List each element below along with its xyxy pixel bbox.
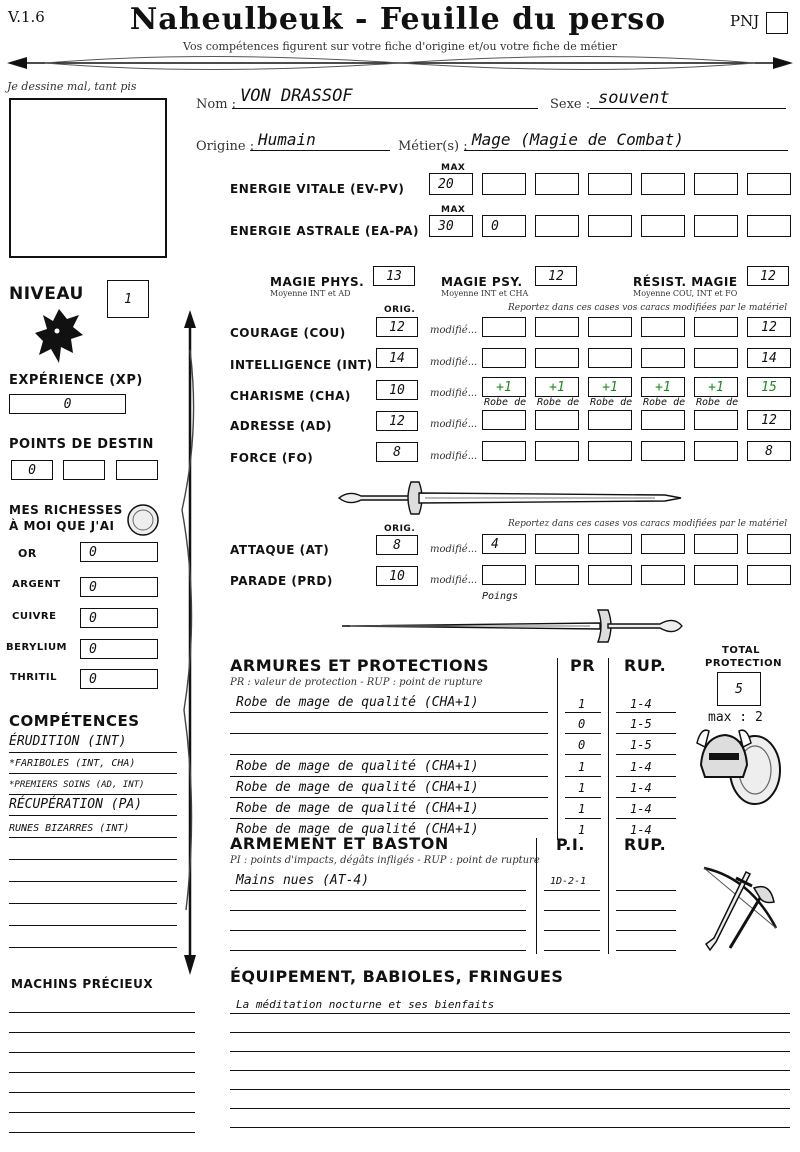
equipement-line-7 (230, 1127, 790, 1128)
fo-mod-box-3[interactable] (588, 441, 632, 461)
resist-magie-label: RÉSIST. MAGIE (633, 275, 738, 289)
armure-line-1-pr (565, 712, 601, 713)
ev-box-2[interactable] (535, 173, 579, 195)
attaque-mod-box-5[interactable] (694, 534, 738, 554)
combat-orig-label: ORIG. (384, 524, 416, 534)
ea-box-2[interactable] (535, 215, 579, 237)
richesses-label-1: MES RICHESSES (9, 503, 123, 517)
arme-line-3-pi (544, 930, 600, 931)
ea-label: ENERGIE ASTRALE (EA-PA) (230, 224, 419, 238)
armure-line-6-rup (616, 818, 676, 819)
armure-row-6-rup[interactable]: 1-4 (630, 802, 652, 816)
armure-row-1-rup[interactable]: 1-4 (630, 697, 652, 711)
equipement-line-2 (230, 1032, 790, 1033)
arme-line-2-rup (616, 910, 676, 911)
competence-line-8 (9, 903, 177, 904)
arme-line-1-rup (616, 890, 676, 891)
competence-line-3 (9, 794, 177, 795)
cou-mod-box-3[interactable] (588, 317, 632, 337)
equipement-line-4 (230, 1070, 790, 1071)
equipement-item-1[interactable]: La méditation nocturne et ses bienfaits (236, 998, 495, 1011)
int-mod-box-2[interactable] (535, 348, 579, 368)
cha-mod-value-2: +1 (549, 379, 565, 395)
int-modifie-label: modifié... (430, 357, 478, 368)
ad-mod-box-5[interactable] (694, 410, 738, 430)
destin-box-2[interactable] (63, 460, 105, 480)
staff-ornament (178, 310, 202, 975)
fo-mod-box-2[interactable] (535, 441, 579, 461)
ea-box-3[interactable] (588, 215, 632, 237)
cha-mod-note-3: Robe de (590, 397, 633, 408)
cuivre-box[interactable] (80, 608, 158, 628)
thritil-label: THRITIL (10, 672, 58, 683)
armure-line-2 (230, 733, 548, 734)
thritil-value: 0 (89, 671, 97, 687)
ea-max-value: 30 (438, 218, 454, 234)
int-label: INTELLIGENCE (INT) (230, 358, 373, 372)
parade-orig-box[interactable] (376, 566, 418, 586)
competence-3[interactable]: *PREMIERS SOINS (AD, INT) (9, 780, 145, 790)
equipement-title: ÉQUIPEMENT, BABIOLES, FRINGUES (230, 967, 564, 986)
ev-max-box[interactable] (429, 173, 473, 195)
armure-line-3 (230, 754, 548, 755)
ad-mod-box-1[interactable] (482, 410, 526, 430)
destin-value-1: 0 (28, 462, 36, 478)
parade-mod-box-1[interactable] (482, 565, 526, 585)
armure-line-3-pr (565, 754, 601, 755)
cha-mod-box-5[interactable] (694, 377, 738, 397)
armures-sep-1 (557, 658, 558, 840)
competence-line-6 (9, 859, 177, 860)
attaque-mod-box-4[interactable] (641, 534, 685, 554)
cha-mod-box-1[interactable] (482, 377, 526, 397)
armure-line-6-pr (565, 818, 601, 819)
berylium-label: BERYLIUM (6, 642, 68, 653)
cha-mod-value-4: +1 (655, 379, 671, 395)
machins-line-1 (9, 1012, 195, 1013)
ea-box-5[interactable] (694, 215, 738, 237)
total-label-1: TOTAL (722, 645, 760, 656)
armure-row-1-pr[interactable]: 1 (578, 697, 586, 711)
fo-mod-box-4[interactable] (641, 441, 685, 461)
cha-mod-note-4: Robe de (643, 397, 686, 408)
arme-row-1-pi[interactable]: 1D-2-1 (550, 876, 587, 887)
metier-field[interactable]: Mage (Magie de Combat) (472, 130, 684, 149)
portrait-caption: Je dessine mal, tant pis (7, 80, 137, 93)
cou-final-value: 12 (761, 319, 777, 335)
machins-line-5 (9, 1092, 195, 1093)
ev-box-3[interactable] (588, 173, 632, 195)
int-mod-box-1[interactable] (482, 348, 526, 368)
cou-modifie-label: modifié... (430, 325, 478, 336)
armure-row-2-pr[interactable]: 0 (578, 717, 586, 731)
armure-row-1-name[interactable]: Robe de mage de qualité (CHA+1) (236, 695, 479, 710)
armure-row-3-pr[interactable]: 0 (578, 738, 586, 752)
cuivre-label: CUIVRE (12, 611, 57, 622)
total-protection-box[interactable] (717, 672, 761, 706)
ad-mod-box-2[interactable] (535, 410, 579, 430)
thritil-box[interactable] (80, 669, 158, 689)
pnj-label: PNJ (730, 12, 760, 30)
armure-row-7-rup[interactable]: 1-4 (630, 823, 652, 837)
fo-mod-box-1[interactable] (482, 441, 526, 461)
armure-line-2-pr (565, 733, 601, 734)
parade-final-box[interactable] (747, 565, 791, 585)
total-protection-value: 5 (735, 681, 743, 697)
arme-row-1-name[interactable]: Mains nues (AT-4) (236, 873, 370, 888)
ea-box-6[interactable] (747, 215, 791, 237)
armure-row-7-pr[interactable]: 1 (578, 823, 586, 837)
destin-box-3[interactable] (116, 460, 158, 480)
fo-final-value: 8 (765, 443, 773, 459)
armure-row-3-rup[interactable]: 1-5 (630, 738, 652, 752)
armure-line-2-rup (616, 733, 676, 734)
portrait-box[interactable] (9, 98, 167, 258)
armure-row-2-rup[interactable]: 1-5 (630, 717, 652, 731)
attaque-orig-box[interactable] (376, 535, 418, 555)
page-title: Naheulbeuk - Feuille du perso (129, 2, 667, 37)
niveau-box[interactable] (107, 280, 149, 318)
armures-note: PR : valeur de protection - RUP : point de rupture (230, 677, 483, 688)
armement-rup-header: RUP. (624, 835, 667, 854)
armement-sep-2 (608, 838, 609, 954)
attaque-mod-box-1[interactable] (482, 534, 526, 554)
competence-1[interactable]: ÉRUDITION (INT) (9, 734, 127, 749)
ea-current-value: 0 (491, 218, 499, 234)
nom-label: Nom : (196, 97, 237, 112)
arme-line-2-pi (544, 910, 600, 911)
armure-row-5-pr[interactable]: 1 (578, 781, 586, 795)
equipement-line-1 (230, 1013, 790, 1014)
sword-icon-2 (340, 606, 685, 646)
dragon-icon (33, 305, 85, 367)
sexe-underline (590, 108, 786, 109)
cha-orig-box[interactable] (376, 380, 418, 400)
magie-psy-note: Moyenne INT et CHA (441, 289, 529, 298)
argent-label: ARGENT (12, 579, 61, 590)
equipement-line-6 (230, 1108, 790, 1109)
parade-mod-box-2[interactable] (535, 565, 579, 585)
magie-psy-box[interactable] (535, 266, 577, 286)
cha-mod-value-3: +1 (602, 379, 618, 395)
metier-label: Métier(s) : (398, 139, 468, 154)
ea-box-4[interactable] (641, 215, 685, 237)
competence-line-7 (9, 881, 177, 882)
helmet-shield-icon (695, 725, 785, 810)
ad-orig-value: 12 (389, 413, 405, 429)
cou-mod-box-2[interactable] (535, 317, 579, 337)
ea-max-label: MAX (441, 205, 466, 215)
attaque-mod-box-3[interactable] (588, 534, 632, 554)
ad-label: ADRESSE (AD) (230, 419, 333, 433)
stats-orig-label: ORIG. (384, 305, 416, 315)
armures-title: ARMURES ET PROTECTIONS (230, 656, 489, 675)
machins-line-2 (9, 1032, 195, 1033)
machins-line-6 (9, 1112, 195, 1113)
ad-modifie-label: modifié... (430, 419, 478, 430)
armure-line-1 (230, 712, 548, 713)
armures-rup-header: RUP. (624, 656, 667, 675)
armement-sep-1 (536, 838, 537, 954)
int-final-value: 14 (761, 350, 777, 366)
metier-underline (464, 150, 788, 151)
origine-field[interactable]: Humain (258, 130, 316, 149)
nom-underline (232, 108, 538, 109)
int-final-box[interactable] (747, 348, 791, 368)
arme-line-4-pi (544, 950, 600, 951)
resist-magie-value: 12 (760, 268, 776, 284)
berylium-box[interactable] (80, 639, 158, 659)
combat-note: Reportez dans ces cases vos caracs modifiées par le matériel (508, 519, 788, 529)
cha-mod-value-1: +1 (496, 379, 512, 395)
cha-mod-note-2: Robe de (537, 397, 580, 408)
ad-orig-box[interactable] (376, 411, 418, 431)
experience-box[interactable] (9, 394, 126, 414)
cha-mod-value-5: +1 (708, 379, 724, 395)
or-box[interactable] (80, 542, 158, 562)
ev-label: ENERGIE VITALE (EV-PV) (230, 182, 405, 196)
armure-row-4-pr[interactable]: 1 (578, 760, 586, 774)
argent-box[interactable] (80, 577, 158, 597)
competence-line-4 (9, 815, 177, 816)
parade-modifie-label: modifié... (430, 575, 478, 586)
armure-line-3-rup (616, 754, 676, 755)
coin-icon (125, 502, 161, 538)
arme-line-3-rup (616, 930, 676, 931)
competence-5[interactable]: RUNES BIZARRES (INT) (9, 823, 130, 834)
ev-max-value: 20 (438, 176, 454, 192)
arme-line-1 (230, 890, 526, 891)
page-subtitle: Vos compétences figurent sur votre fiche d'origine et/ou votre fiche de métier (183, 40, 617, 53)
weapons-icon (690, 858, 790, 958)
armure-line-4-rup (616, 776, 676, 777)
sexe-label: Sexe : (550, 97, 591, 112)
ea-max-box[interactable] (429, 215, 473, 237)
nom-field[interactable]: VON DRASSOF (240, 86, 353, 106)
armure-row-4-rup[interactable]: 1-4 (630, 760, 652, 774)
int-mod-box-4[interactable] (641, 348, 685, 368)
ev-max-label: MAX (441, 163, 466, 173)
cou-mod-box-4[interactable] (641, 317, 685, 337)
cha-final-value: 15 (761, 379, 777, 395)
competence-line-9 (9, 925, 177, 926)
fo-orig-value: 8 (393, 444, 401, 460)
magie-phys-box[interactable] (373, 266, 415, 286)
fo-final-box[interactable] (747, 441, 791, 461)
parade-orig-value: 10 (389, 568, 405, 584)
cha-mod-note-1: Robe de (484, 397, 527, 408)
niveau-label: NIVEAU (9, 284, 84, 304)
berylium-value: 0 (89, 641, 97, 657)
destin-box-1[interactable] (11, 460, 53, 480)
ev-box-6[interactable] (747, 173, 791, 195)
ea-box-1[interactable] (482, 215, 526, 237)
armure-row-6-name[interactable]: Robe de mage de qualité (CHA+1) (236, 801, 479, 816)
destin-label: POINTS DE DESTIN (9, 437, 154, 452)
cou-orig-value: 12 (389, 319, 405, 335)
int-mod-box-3[interactable] (588, 348, 632, 368)
armure-row-5-rup[interactable]: 1-4 (630, 781, 652, 795)
armure-row-6-pr[interactable]: 1 (578, 802, 586, 816)
sword-icon (335, 478, 685, 518)
poings-note: Poings (482, 591, 519, 602)
machins-title: MACHINS PRÉCIEUX (11, 977, 154, 991)
equipement-line-5 (230, 1089, 790, 1090)
attaque-orig-value: 8 (393, 537, 401, 553)
armure-line-4-pr (565, 776, 601, 777)
cuivre-value: 0 (89, 610, 97, 626)
cha-mod-note-5: Robe de (696, 397, 739, 408)
armement-note: PI : points d'impacts, dégâts infligés - RUP : point de rupture (230, 855, 540, 866)
ad-final-box[interactable] (747, 410, 791, 430)
resist-magie-note: Moyenne COU, INT et FO (633, 289, 738, 298)
equipement-line-3 (230, 1051, 790, 1052)
armure-line-5-rup (616, 797, 676, 798)
parade-mod-box-5[interactable] (694, 565, 738, 585)
attaque-mod-box-2[interactable] (535, 534, 579, 554)
int-orig-value: 14 (389, 350, 405, 366)
armure-line-6 (230, 818, 548, 819)
machins-line-4 (9, 1072, 195, 1073)
machins-line-3 (9, 1052, 195, 1053)
origine-label: Origine : (196, 139, 255, 154)
cou-final-box[interactable] (747, 317, 791, 337)
ad-mod-box-4[interactable] (641, 410, 685, 430)
ev-box-4[interactable] (641, 173, 685, 195)
cou-mod-box-1[interactable] (482, 317, 526, 337)
competence-line-5 (9, 837, 177, 838)
competence-line-1 (9, 752, 177, 753)
cou-mod-box-5[interactable] (694, 317, 738, 337)
cha-mod-box-3[interactable] (588, 377, 632, 397)
armures-pr-header: PR (570, 656, 596, 675)
or-label: OR (18, 547, 37, 560)
armure-row-5-name[interactable]: Robe de mage de qualité (CHA+1) (236, 780, 479, 795)
parade-mod-box-4[interactable] (641, 565, 685, 585)
attaque-mod-value-1: 4 (491, 536, 499, 552)
arme-line-3 (230, 930, 526, 931)
attaque-label: ATTAQUE (AT) (230, 543, 330, 557)
cha-mod-box-2[interactable] (535, 377, 579, 397)
cha-mod-box-4[interactable] (641, 377, 685, 397)
arme-line-4 (230, 950, 526, 951)
arme-line-4-rup (616, 950, 676, 951)
armement-title: ARMEMENT ET BASTON (230, 834, 449, 853)
competence-4[interactable]: RÉCUPÉRATION (PA) (9, 797, 143, 812)
argent-value: 0 (89, 579, 97, 595)
armure-row-7-name[interactable]: Robe de mage de qualité (CHA+1) (236, 822, 479, 837)
pnj-checkbox[interactable] (766, 12, 788, 34)
fo-label: FORCE (FO) (230, 451, 314, 465)
attaque-modifie-label: modifié... (430, 544, 478, 555)
magie-psy-label: MAGIE PSY. (441, 275, 523, 289)
armures-sep-2 (608, 658, 609, 840)
origine-underline (250, 150, 390, 151)
cou-orig-box[interactable] (376, 317, 418, 337)
cha-label: CHARISME (CHA) (230, 389, 351, 403)
attaque-final-box[interactable] (747, 534, 791, 554)
version-label: V.1.6 (8, 8, 45, 26)
cha-final-box[interactable] (747, 377, 791, 397)
magie-phys-label: MAGIE PHYS. (270, 275, 365, 289)
cha-modifie-label: modifié... (430, 388, 478, 399)
or-value: 0 (89, 544, 97, 560)
total-max-label: max : 2 (708, 710, 763, 725)
armure-line-5-pr (565, 797, 601, 798)
stats-note: Reportez dans ces cases vos caracs modifiées par le matériel (508, 303, 788, 313)
total-label-2: PROTECTION (705, 658, 782, 669)
ad-final-value: 12 (761, 412, 777, 428)
ev-box-5[interactable] (694, 173, 738, 195)
fo-orig-box[interactable] (376, 442, 418, 462)
richesses-label-2: À MOI QUE J'AI (9, 519, 115, 533)
fo-mod-box-5[interactable] (694, 441, 738, 461)
ad-mod-box-3[interactable] (588, 410, 632, 430)
machins-line-7 (9, 1132, 195, 1133)
magie-phys-note: Moyenne INT et AD (270, 289, 351, 298)
int-orig-box[interactable] (376, 348, 418, 368)
cou-label: COURAGE (COU) (230, 326, 346, 340)
int-mod-box-5[interactable] (694, 348, 738, 368)
parade-label: PARADE (PRD) (230, 574, 333, 588)
armure-line-4 (230, 776, 548, 777)
competence-2[interactable]: *FARIBOLES (INT, CHA) (9, 758, 136, 769)
experience-value: 0 (63, 396, 72, 412)
niveau-value: 1 (124, 291, 132, 307)
magie-psy-value: 12 (548, 268, 564, 284)
competence-line-2 (9, 773, 177, 774)
parade-mod-box-3[interactable] (588, 565, 632, 585)
resist-magie-box[interactable] (747, 266, 789, 286)
magie-phys-value: 13 (386, 268, 402, 284)
armure-line-1-rup (616, 712, 676, 713)
armure-row-4-name[interactable]: Robe de mage de qualité (CHA+1) (236, 759, 479, 774)
competence-line-10 (9, 947, 177, 948)
ev-box-1[interactable] (482, 173, 526, 195)
armement-pi-header: P.I. (556, 835, 585, 854)
sexe-field[interactable]: souvent (598, 88, 670, 108)
arme-line-2 (230, 910, 526, 911)
header-spear-ornament (5, 52, 795, 74)
cha-orig-value: 10 (389, 382, 405, 398)
armure-line-5 (230, 797, 548, 798)
competences-title: COMPÉTENCES (9, 712, 140, 730)
experience-label: EXPÉRIENCE (XP) (9, 373, 143, 388)
arme-line-1-pi (544, 890, 600, 891)
fo-modifie-label: modifié... (430, 451, 478, 462)
